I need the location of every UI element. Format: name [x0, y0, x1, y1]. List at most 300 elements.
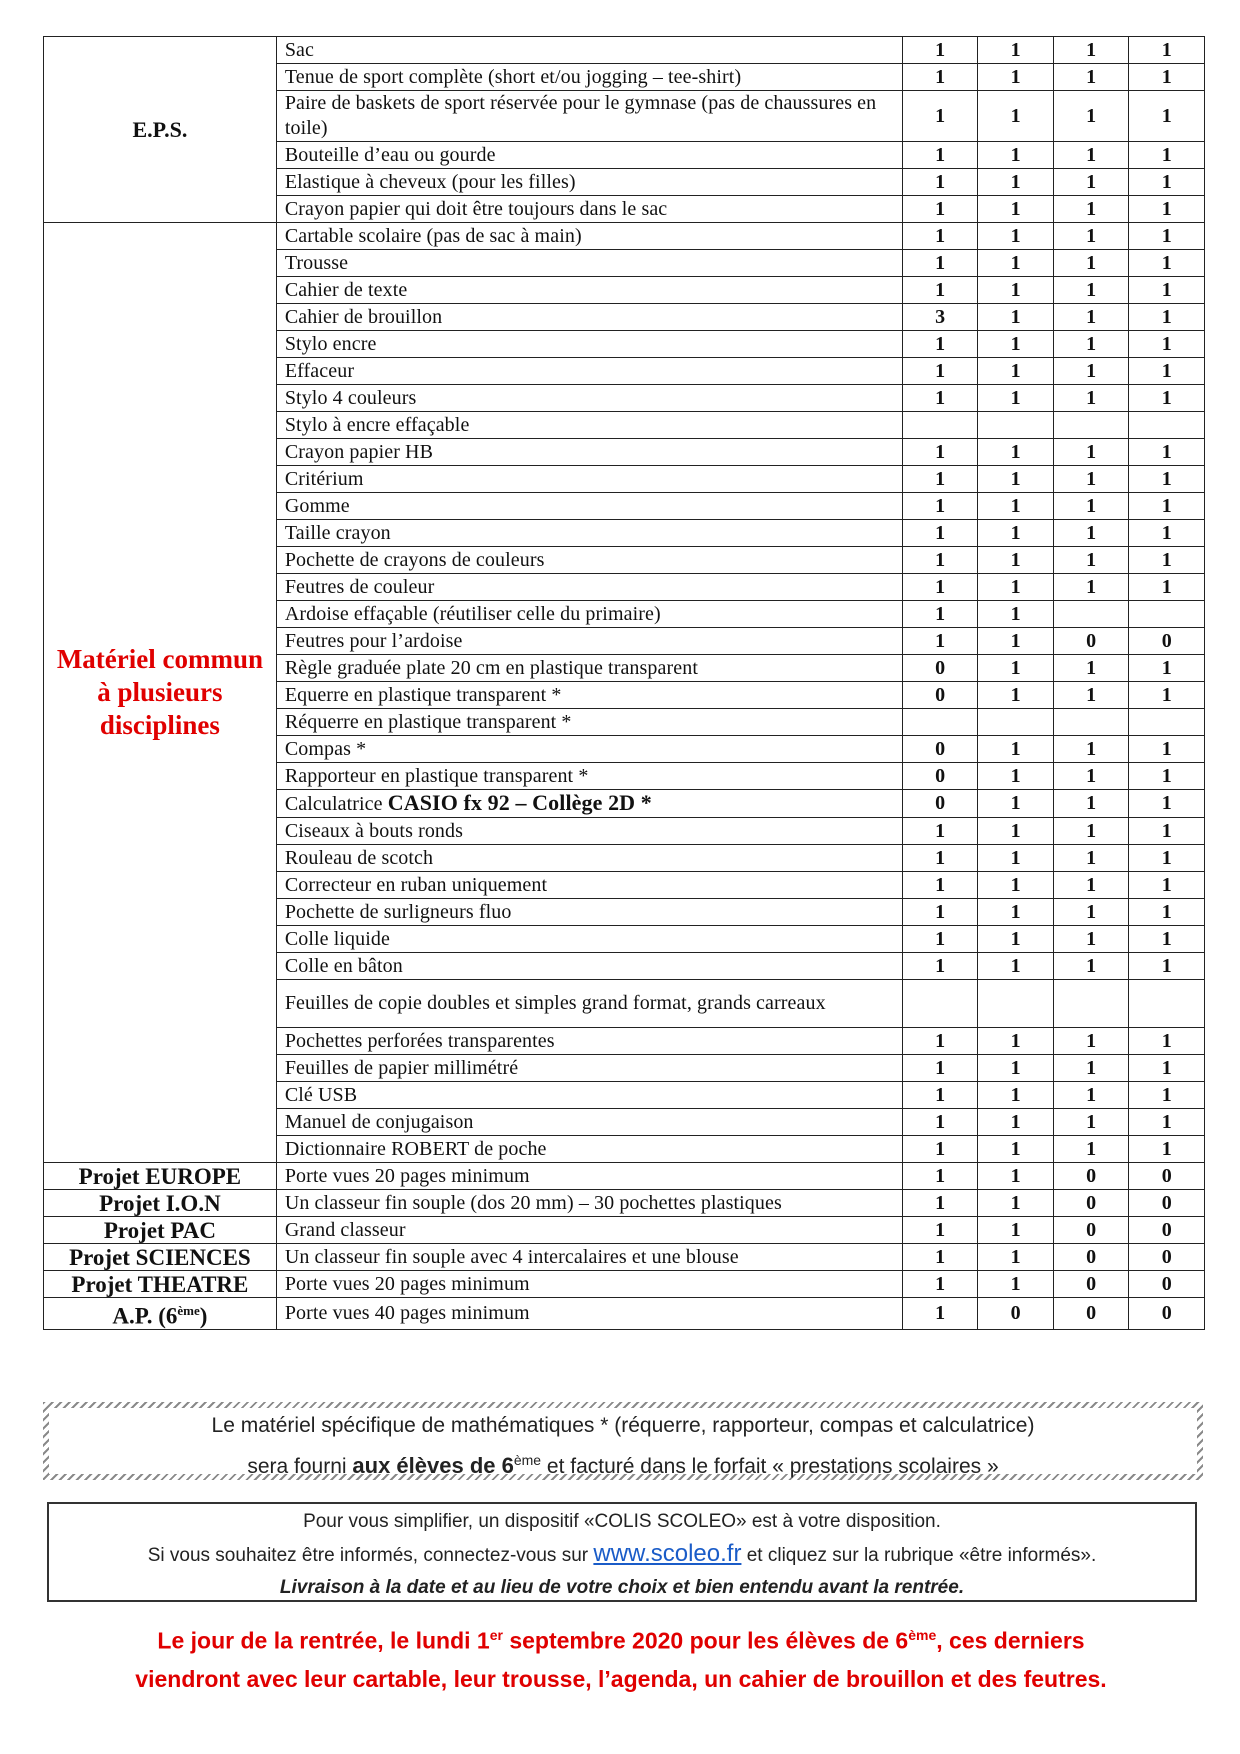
item-cell	[276, 439, 902, 466]
item-cell	[276, 196, 902, 223]
item-cell	[276, 1163, 902, 1190]
quantity-cell: 0	[902, 655, 978, 682]
quantity-cell: 1	[1129, 1136, 1205, 1163]
math-note-text	[49, 1408, 1197, 1478]
item-cell	[276, 1028, 902, 1055]
category-cell	[44, 1217, 277, 1244]
item-label: Pochette de crayons de couleurs	[284, 548, 545, 571]
item-label: Porte vues 20 pages minimum	[284, 1272, 530, 1295]
item-cell	[276, 142, 902, 169]
quantity-cell: 1	[1129, 1109, 1205, 1136]
item-cell	[276, 547, 902, 574]
quantity-cell: 1	[978, 142, 1054, 169]
quantity-cell: 1	[1129, 64, 1205, 91]
item-cell	[276, 91, 902, 142]
quantity-cell: 1	[978, 493, 1054, 520]
quantity-cell: 0	[1053, 1244, 1129, 1271]
quantity-cell: 1	[902, 574, 978, 601]
category-cell	[44, 1163, 277, 1190]
category-label: Projet I.O.N	[99, 1190, 221, 1216]
quantity-cell: 3	[902, 304, 978, 331]
colis-scoleo-box	[47, 1502, 1197, 1602]
quantity-cell: 1	[978, 926, 1054, 953]
quantity-cell: 1	[1053, 304, 1129, 331]
colis-line3: Livraison à la date et au lieu de votre choix et bien entendu avant la rentrée.	[279, 1577, 965, 1598]
quantity-cell: 1	[902, 91, 978, 142]
quantity-cell: 1	[1053, 277, 1129, 304]
quantity-cell: 1	[978, 1082, 1054, 1109]
quantity-cell: 1	[1053, 1055, 1129, 1082]
quantity-cell: 1	[1129, 953, 1205, 980]
quantity-cell: 1	[902, 493, 978, 520]
item-label: Colle en bâton	[284, 954, 403, 977]
rentree-part3: , ces derniers	[936, 1627, 1085, 1654]
item-cell	[276, 169, 902, 196]
quantity-cell	[902, 709, 978, 736]
quantity-cell: 1	[902, 1244, 978, 1271]
quantity-cell: 1	[902, 1109, 978, 1136]
quantity-cell	[1129, 412, 1205, 439]
category-cell	[44, 223, 277, 1163]
quantity-cell: 1	[1129, 655, 1205, 682]
item-cell	[276, 953, 902, 980]
quantity-cell: 1	[1129, 385, 1205, 412]
quantity-cell: 1	[978, 574, 1054, 601]
item-label: Critérium	[284, 467, 364, 490]
item-label: Pochette de surligneurs fluo	[284, 900, 512, 923]
quantity-cell: 1	[902, 818, 978, 845]
quantity-cell: 1	[978, 682, 1054, 709]
quantity-cell: 1	[978, 385, 1054, 412]
item-label: Règle graduée plate 20 cm en plastique transparent	[284, 656, 698, 679]
quantity-cell: 1	[1053, 953, 1129, 980]
category-suffix: )	[199, 1303, 208, 1329]
quantity-cell	[902, 412, 978, 439]
math-note-line2-end: et facturé dans le forfait « prestations scolaires »	[546, 1455, 999, 1478]
item-label: Colle liquide	[284, 927, 390, 950]
item-label: Pochettes perforées transparentes	[284, 1029, 555, 1052]
quantity-cell: 1	[902, 628, 978, 655]
quantity-cell: 1	[978, 223, 1054, 250]
quantity-cell: 1	[902, 601, 978, 628]
item-cell	[276, 412, 902, 439]
item-label: Sac	[284, 38, 314, 61]
quantity-cell: 1	[1053, 1028, 1129, 1055]
quantity-cell: 1	[978, 547, 1054, 574]
quantity-cell: 1	[978, 953, 1054, 980]
quantity-cell: 1	[1129, 682, 1205, 709]
quantity-cell: 1	[978, 37, 1054, 64]
quantity-cell: 1	[1129, 520, 1205, 547]
item-label: Cahier de brouillon	[284, 305, 443, 328]
quantity-cell: 1	[902, 953, 978, 980]
item-label: Rapporteur en plastique transparent *	[284, 764, 589, 787]
quantity-cell: 1	[1053, 64, 1129, 91]
quantity-cell: 1	[978, 331, 1054, 358]
quantity-cell: 1	[1053, 493, 1129, 520]
colis-line2	[49, 1538, 1195, 1572]
item-cell	[276, 1055, 902, 1082]
quantity-cell: 1	[1053, 331, 1129, 358]
quantity-cell: 1	[1129, 250, 1205, 277]
category-cell	[44, 1244, 277, 1271]
quantity-cell: 1	[1053, 358, 1129, 385]
rentree-part1: Le jour de la rentrée, le lundi 1	[157, 1627, 490, 1654]
math-note-box	[43, 1402, 1203, 1480]
quantity-cell: 1	[978, 196, 1054, 223]
quantity-cell: 1	[978, 466, 1054, 493]
item-label: Clé USB	[284, 1083, 358, 1106]
item-cell	[276, 1082, 902, 1109]
item-cell	[276, 1298, 902, 1330]
quantity-cell: 1	[978, 845, 1054, 872]
quantity-cell	[902, 980, 978, 1028]
quantity-cell: 0	[1053, 1190, 1129, 1217]
item-cell	[276, 926, 902, 953]
quantity-cell: 1	[1129, 899, 1205, 926]
table-row	[44, 37, 1205, 64]
quantity-cell: 1	[902, 547, 978, 574]
colis-line2-end: et cliquez sur la rubrique «être informés».	[746, 1545, 1097, 1566]
item-cell	[276, 1217, 902, 1244]
quantity-cell: 1	[978, 1028, 1054, 1055]
category-label: Projet SCIENCES	[69, 1244, 251, 1270]
quantity-cell	[978, 412, 1054, 439]
rentree-part2: septembre 2020 pour les élèves de 6	[502, 1627, 909, 1654]
item-label-bold: CASIO fx 92 – Collège 2D *	[387, 790, 652, 815]
item-label: Crayon papier qui doit être toujours dans le sac	[284, 197, 668, 220]
math-note-line1: Le matériel spécifique de mathématiques * (réquerre, rapporteur, compas et calculatrice)	[211, 1414, 1035, 1437]
item-cell	[276, 358, 902, 385]
quantity-cell: 1	[1129, 169, 1205, 196]
item-cell	[276, 845, 902, 872]
rentree-notice-line2: viendront avec leur cartable, leur trousse, l’agenda, un cahier de brouillon et des feutres.	[135, 1665, 1107, 1692]
item-cell	[276, 682, 902, 709]
item-label: Réquerre en plastique transparent *	[284, 710, 572, 733]
quantity-cell	[1053, 412, 1129, 439]
item-label: Cartable scolaire (pas de sac à main)	[284, 224, 582, 247]
quantity-cell: 1	[1053, 1109, 1129, 1136]
item-label: Ciseaux à bouts ronds	[284, 819, 464, 842]
quantity-cell	[1129, 601, 1205, 628]
quantity-cell: 1	[1053, 37, 1129, 64]
quantity-cell: 1	[1129, 926, 1205, 953]
quantity-cell: 1	[978, 91, 1054, 142]
math-note-line2-bold: aux élèves de 6	[352, 1453, 514, 1478]
quantity-cell: 1	[1053, 872, 1129, 899]
quantity-cell: 1	[902, 466, 978, 493]
item-label: Paire de baskets de sport réservée pour le gymnase (pas de chaussures en toile)	[284, 92, 877, 139]
quantity-cell: 0	[1053, 628, 1129, 655]
quantity-cell: 1	[978, 763, 1054, 790]
quantity-cell: 0	[1129, 1298, 1205, 1330]
quantity-cell: 1	[1053, 142, 1129, 169]
quantity-cell: 1	[1053, 763, 1129, 790]
quantity-cell: 1	[978, 277, 1054, 304]
item-cell	[276, 277, 902, 304]
item-label: Feuilles de copie doubles et simples grand format, grands carreaux	[284, 992, 826, 1014]
table-row	[44, 1271, 1205, 1298]
item-label: Un classeur fin souple avec 4 intercalaires et une blouse	[284, 1245, 739, 1268]
quantity-cell: 1	[1053, 520, 1129, 547]
quantity-cell: 0	[902, 682, 978, 709]
item-label: Calculatrice	[284, 793, 383, 815]
item-cell	[276, 655, 902, 682]
quantity-cell: 1	[902, 520, 978, 547]
table-row	[44, 1190, 1205, 1217]
quantity-cell: 0	[1053, 1163, 1129, 1190]
item-label: Compas *	[284, 737, 367, 760]
quantity-cell: 1	[978, 250, 1054, 277]
quantity-cell: 1	[1129, 872, 1205, 899]
quantity-cell: 1	[1053, 790, 1129, 818]
item-cell	[276, 899, 902, 926]
quantity-cell	[1129, 709, 1205, 736]
quantity-cell: 1	[902, 142, 978, 169]
item-cell	[276, 520, 902, 547]
quantity-cell: 1	[1129, 142, 1205, 169]
item-label: Dictionnaire ROBERT de poche	[284, 1137, 547, 1160]
quantity-cell: 1	[1129, 196, 1205, 223]
quantity-cell	[1053, 601, 1129, 628]
quantity-cell: 1	[902, 1298, 978, 1330]
item-cell	[276, 466, 902, 493]
rentree-notice-line1	[40, 1616, 1202, 1660]
item-label: Stylo encre	[284, 332, 377, 355]
quantity-cell: 1	[902, 1271, 978, 1298]
quantity-cell: 0	[1053, 1298, 1129, 1330]
rentree-sup1: er	[489, 1627, 503, 1643]
item-label: Correcteur en ruban uniquement	[284, 873, 548, 896]
quantity-cell: 1	[978, 1055, 1054, 1082]
quantity-cell: 1	[978, 872, 1054, 899]
quantity-cell: 1	[978, 655, 1054, 682]
quantity-cell: 1	[1053, 169, 1129, 196]
item-label: Cahier de texte	[284, 278, 408, 301]
quantity-cell: 0	[902, 736, 978, 763]
quantity-cell	[1053, 709, 1129, 736]
item-cell	[276, 385, 902, 412]
quantity-cell: 1	[1053, 845, 1129, 872]
quantity-cell: 1	[1053, 574, 1129, 601]
quantity-cell: 1	[978, 169, 1054, 196]
quantity-cell: 1	[1129, 439, 1205, 466]
quantity-cell: 1	[1129, 845, 1205, 872]
quantity-cell: 1	[1129, 790, 1205, 818]
scoleo-link[interactable]: www.scoleo.fr	[593, 1540, 742, 1567]
quantity-cell: 1	[1053, 682, 1129, 709]
quantity-cell: 0	[1129, 1271, 1205, 1298]
quantity-cell: 0	[1053, 1217, 1129, 1244]
item-cell	[276, 304, 902, 331]
item-cell	[276, 1109, 902, 1136]
category-superscript: ème	[177, 1303, 200, 1318]
quantity-cell: 1	[1053, 223, 1129, 250]
item-cell	[276, 709, 902, 736]
item-label: Un classeur fin souple (dos 20 mm) – 30 pochettes plastiques	[284, 1191, 782, 1214]
item-cell	[276, 574, 902, 601]
table-row	[44, 1217, 1205, 1244]
quantity-cell: 1	[978, 818, 1054, 845]
quantity-cell: 1	[978, 1271, 1054, 1298]
quantity-cell: 1	[978, 899, 1054, 926]
quantity-cell: 1	[978, 790, 1054, 818]
quantity-cell: 1	[978, 64, 1054, 91]
quantity-cell	[978, 709, 1054, 736]
quantity-cell: 0	[1129, 628, 1205, 655]
rentree-notice	[40, 1616, 1202, 1698]
quantity-cell: 1	[1053, 818, 1129, 845]
item-label: Ardoise effaçable (réutiliser celle du primaire)	[284, 602, 661, 625]
quantity-cell: 1	[1053, 899, 1129, 926]
item-label: Bouteille d’eau ou gourde	[284, 143, 496, 166]
quantity-cell: 1	[902, 196, 978, 223]
quantity-cell: 1	[1053, 385, 1129, 412]
quantity-cell: 1	[1129, 574, 1205, 601]
quantity-cell	[1053, 980, 1129, 1028]
quantity-cell: 1	[1053, 250, 1129, 277]
quantity-cell: 1	[1129, 466, 1205, 493]
quantity-cell: 1	[1053, 91, 1129, 142]
quantity-cell: 1	[902, 250, 978, 277]
rentree-sup2: ème	[908, 1627, 937, 1643]
table-row	[44, 1244, 1205, 1271]
category-label: Projet PAC	[103, 1217, 216, 1243]
quantity-cell: 1	[978, 1190, 1054, 1217]
category-cell	[44, 1298, 277, 1330]
category-label: Matériel commun à plusieurs disciplines	[56, 644, 263, 740]
category-cell	[44, 37, 277, 223]
quantity-cell: 1	[902, 872, 978, 899]
quantity-cell: 1	[1129, 331, 1205, 358]
quantity-cell: 1	[1129, 91, 1205, 142]
quantity-cell: 1	[902, 358, 978, 385]
quantity-cell: 1	[1053, 926, 1129, 953]
quantity-cell: 1	[1053, 736, 1129, 763]
item-label: Effaceur	[284, 359, 355, 382]
quantity-cell	[1129, 980, 1205, 1028]
item-label: Grand classeur	[284, 1218, 406, 1241]
quantity-cell: 1	[902, 385, 978, 412]
quantity-cell: 1	[1129, 37, 1205, 64]
quantity-cell: 1	[902, 1055, 978, 1082]
quantity-cell: 1	[1053, 196, 1129, 223]
category-label: E.P.S.	[132, 117, 188, 142]
item-label: Stylo à encre effaçable	[284, 413, 470, 436]
item-label: Stylo 4 couleurs	[284, 386, 417, 409]
item-cell	[276, 1244, 902, 1271]
quantity-cell: 0	[902, 763, 978, 790]
math-note-line2-start: sera fourni	[247, 1455, 347, 1478]
quantity-cell: 1	[902, 331, 978, 358]
quantity-cell: 1	[1129, 358, 1205, 385]
math-note-line2	[49, 1443, 1197, 1484]
quantity-cell: 1	[902, 1136, 978, 1163]
item-cell	[276, 763, 902, 790]
item-cell	[276, 818, 902, 845]
quantity-cell: 1	[902, 223, 978, 250]
category-cell	[44, 1190, 277, 1217]
item-label: Feutres de couleur	[284, 575, 435, 598]
quantity-cell: 1	[1129, 547, 1205, 574]
quantity-cell: 1	[978, 304, 1054, 331]
quantity-cell: 1	[902, 1028, 978, 1055]
quantity-cell: 1	[902, 1163, 978, 1190]
quantity-cell: 1	[978, 439, 1054, 466]
item-label: Porte vues 20 pages minimum	[284, 1164, 530, 1187]
item-cell	[276, 736, 902, 763]
quantity-cell: 1	[978, 1109, 1054, 1136]
item-cell	[276, 1190, 902, 1217]
item-cell	[276, 37, 902, 64]
quantity-cell	[978, 980, 1054, 1028]
table-row	[44, 1163, 1205, 1190]
item-cell	[276, 1136, 902, 1163]
quantity-cell: 1	[902, 64, 978, 91]
quantity-cell: 1	[1129, 818, 1205, 845]
quantity-cell: 1	[978, 1217, 1054, 1244]
item-label: Feutres pour l’ardoise	[284, 629, 463, 652]
quantity-cell: 1	[1129, 763, 1205, 790]
colis-line1: Pour vous simplifier, un dispositif «COLIS SCOLEO» est à votre disposition.	[303, 1511, 941, 1532]
item-label: Feuilles de papier millimétré	[284, 1056, 519, 1079]
item-cell	[276, 331, 902, 358]
quantity-cell: 1	[978, 358, 1054, 385]
quantity-cell: 1	[902, 899, 978, 926]
quantity-cell: 1	[902, 277, 978, 304]
item-label: Rouleau de scotch	[284, 846, 434, 869]
math-note-line2-sup: ème	[513, 1452, 542, 1468]
item-label: Equerre en plastique transparent *	[284, 683, 562, 706]
item-cell	[276, 601, 902, 628]
quantity-cell: 1	[1053, 655, 1129, 682]
quantity-cell: 1	[902, 1217, 978, 1244]
quantity-cell: 1	[902, 1190, 978, 1217]
quantity-cell: 1	[902, 845, 978, 872]
quantity-cell: 1	[1053, 547, 1129, 574]
item-label: Elastique à cheveux (pour les filles)	[284, 170, 576, 193]
item-label: Manuel de conjugaison	[284, 1110, 474, 1133]
quantity-cell: 0	[902, 790, 978, 818]
quantity-cell: 1	[1129, 223, 1205, 250]
item-cell	[276, 790, 902, 818]
quantity-cell: 1	[1053, 466, 1129, 493]
quantity-cell: 1	[902, 439, 978, 466]
quantity-cell: 1	[902, 37, 978, 64]
quantity-cell: 1	[1129, 1082, 1205, 1109]
quantity-cell: 1	[1053, 1136, 1129, 1163]
item-label: Crayon papier HB	[284, 440, 434, 463]
category-label: A.P. (6	[112, 1303, 178, 1329]
quantity-cell: 1	[1129, 304, 1205, 331]
quantity-cell: 1	[902, 169, 978, 196]
item-label: Gomme	[284, 494, 350, 517]
quantity-cell: 1	[902, 1082, 978, 1109]
item-cell	[276, 493, 902, 520]
category-label: Projet EUROPE	[78, 1163, 242, 1189]
quantity-cell: 0	[1129, 1244, 1205, 1271]
quantity-cell: 1	[1053, 439, 1129, 466]
supplies-table-body	[44, 37, 1205, 1330]
item-label: Taille crayon	[284, 521, 391, 544]
quantity-cell: 1	[1129, 493, 1205, 520]
item-cell	[276, 223, 902, 250]
quantity-cell: 1	[978, 520, 1054, 547]
item-cell	[276, 980, 902, 1028]
item-cell	[276, 872, 902, 899]
quantity-cell: 0	[1129, 1163, 1205, 1190]
item-cell	[276, 628, 902, 655]
